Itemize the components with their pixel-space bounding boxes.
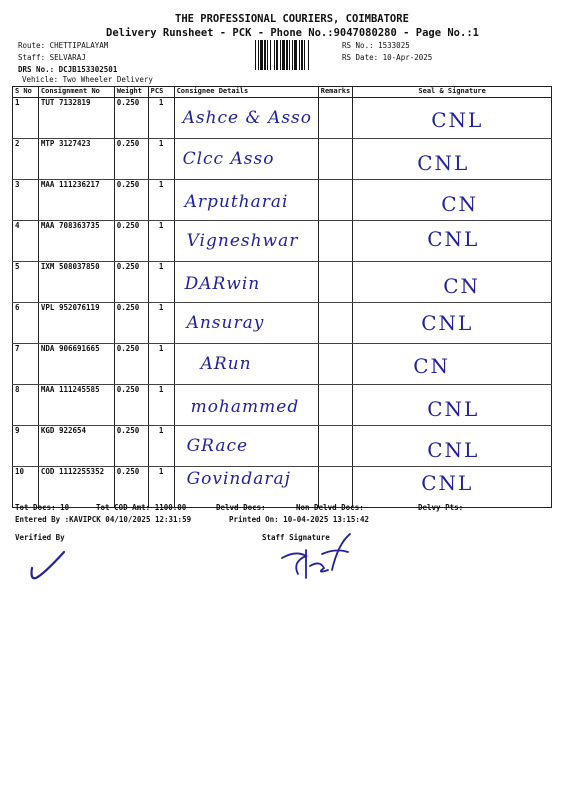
consignee-handwriting: Ashce & Asso xyxy=(182,108,313,128)
barcode-bar xyxy=(270,40,271,70)
consignee-handwriting: Clcc Asso xyxy=(182,149,275,169)
signature-handwriting: CNL xyxy=(417,151,470,175)
consignee-handwriting: mohammed xyxy=(190,397,300,417)
row-consignment-no: MTP 3127423 xyxy=(38,139,114,180)
company-name: THE PROFESSIONAL COURIERS, COIMBATORE xyxy=(175,13,409,25)
row-pcs: 1 xyxy=(148,385,174,426)
barcode-bar xyxy=(304,40,305,70)
row-signature xyxy=(353,467,552,508)
row-consignee xyxy=(174,221,318,262)
signature-handwriting: CNL xyxy=(427,227,480,251)
delivery-points: Delvy Pts: xyxy=(418,503,464,512)
row-weight: 0.250 xyxy=(114,221,148,262)
signature-handwriting: CN xyxy=(441,192,479,216)
row-signature xyxy=(353,139,552,180)
table-row xyxy=(13,139,552,180)
col-signature: Seal & Signature xyxy=(353,87,552,98)
row-consignment-no: MAA 111236217 xyxy=(38,180,114,221)
row-consignment-no: VPL 952076119 xyxy=(38,303,114,344)
table-row xyxy=(13,467,552,508)
total-docs: Tot Docs: 10 xyxy=(15,503,70,512)
row-signature xyxy=(353,180,552,221)
row-pcs: 1 xyxy=(148,303,174,344)
barcode-bar xyxy=(255,40,256,70)
row-sno: 6 xyxy=(13,303,39,344)
row-signature xyxy=(353,303,552,344)
row-remarks xyxy=(318,385,353,426)
row-consignee xyxy=(174,303,318,344)
row-pcs: 1 xyxy=(148,344,174,385)
row-consignee xyxy=(174,467,318,508)
row-weight: 0.250 xyxy=(114,303,148,344)
row-sno: 3 xyxy=(13,180,39,221)
row-pcs: 1 xyxy=(148,180,174,221)
row-signature xyxy=(353,426,552,467)
row-sno: 10 xyxy=(13,467,39,508)
barcode-bar xyxy=(274,40,275,70)
col-pcs: PCS xyxy=(148,87,174,98)
signature-handwriting: CNL xyxy=(427,438,480,462)
barcode-bar xyxy=(289,40,290,70)
entered-by: Entered By :KAVIPCK 04/10/2025 12:31:59 xyxy=(15,515,192,524)
table-row xyxy=(13,262,552,303)
barcode-bar xyxy=(301,40,303,70)
staff-signature-label: Staff Signature xyxy=(262,533,330,542)
consignee-handwriting: ARun xyxy=(200,354,252,374)
row-weight: 0.250 xyxy=(114,180,148,221)
row-consignee xyxy=(174,98,318,139)
row-remarks xyxy=(318,303,353,344)
barcode-bar xyxy=(294,40,297,70)
row-consignee xyxy=(174,180,318,221)
rs-date: RS Date: 10-Apr-2025 xyxy=(342,53,433,62)
consignee-handwriting: GRace xyxy=(186,436,249,456)
delivered-docs: Delvd Docs: xyxy=(216,503,266,512)
signature-handwriting: CNL xyxy=(421,471,474,495)
col-weight: Weight xyxy=(114,87,148,98)
drs-number xyxy=(18,65,117,74)
drs-value: DCJB153302501 xyxy=(58,65,118,74)
total-cod-amount: Tot COD Amt: 1100.00 xyxy=(96,503,187,512)
signature-handwriting: CN xyxy=(413,354,451,378)
table-row xyxy=(13,98,552,139)
signature-handwriting: CN xyxy=(443,274,481,298)
row-signature xyxy=(353,344,552,385)
row-sno: 7 xyxy=(13,344,39,385)
consignee-handwriting: Vigneshwar xyxy=(186,231,299,251)
row-pcs: 1 xyxy=(148,139,174,180)
row-weight: 0.250 xyxy=(114,344,148,385)
row-weight: 0.250 xyxy=(114,139,148,180)
row-weight: 0.250 xyxy=(114,262,148,303)
row-sno: 1 xyxy=(13,98,39,139)
signature-handwriting: CNL xyxy=(421,311,474,335)
row-consignment-no: COD 1112255352 xyxy=(38,467,114,508)
barcode-bar xyxy=(282,40,285,70)
barcode-bar xyxy=(308,40,309,70)
verified-by-label: Verified By xyxy=(15,533,65,542)
rs-number: RS No.: 1533025 xyxy=(342,41,410,50)
row-consignment-no: IXM 508037850 xyxy=(38,262,114,303)
col-remarks: Remarks xyxy=(318,87,353,98)
row-consignment-no: MAA 111245585 xyxy=(38,385,114,426)
runsheet-table xyxy=(12,86,552,508)
row-pcs: 1 xyxy=(148,221,174,262)
row-pcs: 1 xyxy=(148,426,174,467)
row-signature xyxy=(353,385,552,426)
barcode-bar xyxy=(276,40,278,70)
row-remarks xyxy=(318,262,353,303)
consignee-handwriting: Ansuray xyxy=(186,313,265,333)
row-sno: 4 xyxy=(13,221,39,262)
row-remarks xyxy=(318,221,353,262)
table-row xyxy=(13,385,552,426)
table-row xyxy=(13,221,552,262)
row-remarks xyxy=(318,139,353,180)
row-consignee xyxy=(174,385,318,426)
row-remarks xyxy=(318,98,353,139)
signature-handwriting: CNL xyxy=(427,397,480,421)
barcode-image xyxy=(255,40,335,70)
row-remarks xyxy=(318,426,353,467)
consignee-handwriting: Govindaraj xyxy=(186,469,291,489)
barcode-bar xyxy=(286,40,288,70)
table-row xyxy=(13,426,552,467)
table-row xyxy=(13,303,552,344)
row-weight: 0.250 xyxy=(114,467,148,508)
staff-signature-scribble xyxy=(276,530,356,582)
row-sno: 5 xyxy=(13,262,39,303)
barcode-bar xyxy=(292,40,293,70)
row-pcs: 1 xyxy=(148,262,174,303)
vehicle-text: Vehicle: Two Wheeler Delivery xyxy=(22,75,153,84)
non-delivered-docs: Non Delvd Docs: xyxy=(296,503,364,512)
barcode-bar xyxy=(260,40,263,70)
row-signature xyxy=(353,221,552,262)
col-consignee: Consignee Details xyxy=(174,87,318,98)
col-consignment: Consignment No xyxy=(38,87,114,98)
route-text: Route: CHETTIPALAYAM xyxy=(18,41,109,50)
barcode-bar xyxy=(264,40,266,70)
table-row xyxy=(13,344,552,385)
barcode-bar xyxy=(258,40,259,70)
row-consignment-no: KGD 922654 xyxy=(38,426,114,467)
row-consignment-no: MAA 708363735 xyxy=(38,221,114,262)
row-weight: 0.250 xyxy=(114,426,148,467)
drs-label: DRS No.: xyxy=(18,65,55,74)
row-pcs: 1 xyxy=(148,467,174,508)
row-consignee xyxy=(174,344,318,385)
row-sno: 9 xyxy=(13,426,39,467)
barcode-bar xyxy=(267,40,268,70)
barcode-bar xyxy=(280,40,281,70)
row-signature xyxy=(353,262,552,303)
barcode-bar xyxy=(299,40,300,70)
row-sno: 2 xyxy=(13,139,39,180)
row-consignee xyxy=(174,426,318,467)
row-sno: 8 xyxy=(13,385,39,426)
row-remarks xyxy=(318,180,353,221)
row-consignee xyxy=(174,262,318,303)
row-consignment-no: TUT 7132819 xyxy=(38,98,114,139)
signature-handwriting: CNL xyxy=(431,108,484,132)
consignee-handwriting: Arputharai xyxy=(184,192,289,212)
consignee-handwriting: DARwin xyxy=(184,274,261,294)
row-weight: 0.250 xyxy=(114,385,148,426)
table-row xyxy=(13,180,552,221)
row-weight: 0.250 xyxy=(114,98,148,139)
col-sno: S No xyxy=(13,87,39,98)
verified-check-mark xyxy=(28,548,68,584)
row-consignee xyxy=(174,139,318,180)
staff-text: Staff: SELVARAJ xyxy=(18,53,86,62)
row-remarks xyxy=(318,344,353,385)
table-header-row xyxy=(13,87,552,98)
row-consignment-no: NDA 906691665 xyxy=(38,344,114,385)
runsheet-title: Delivery Runsheet - PCK - Phone No.:9047080280 - Page No.:1 xyxy=(106,27,479,39)
row-pcs: 1 xyxy=(148,98,174,139)
row-signature xyxy=(353,98,552,139)
printed-on: Printed On: 10-04-2025 13:15:42 xyxy=(229,515,369,524)
row-remarks xyxy=(318,467,353,508)
